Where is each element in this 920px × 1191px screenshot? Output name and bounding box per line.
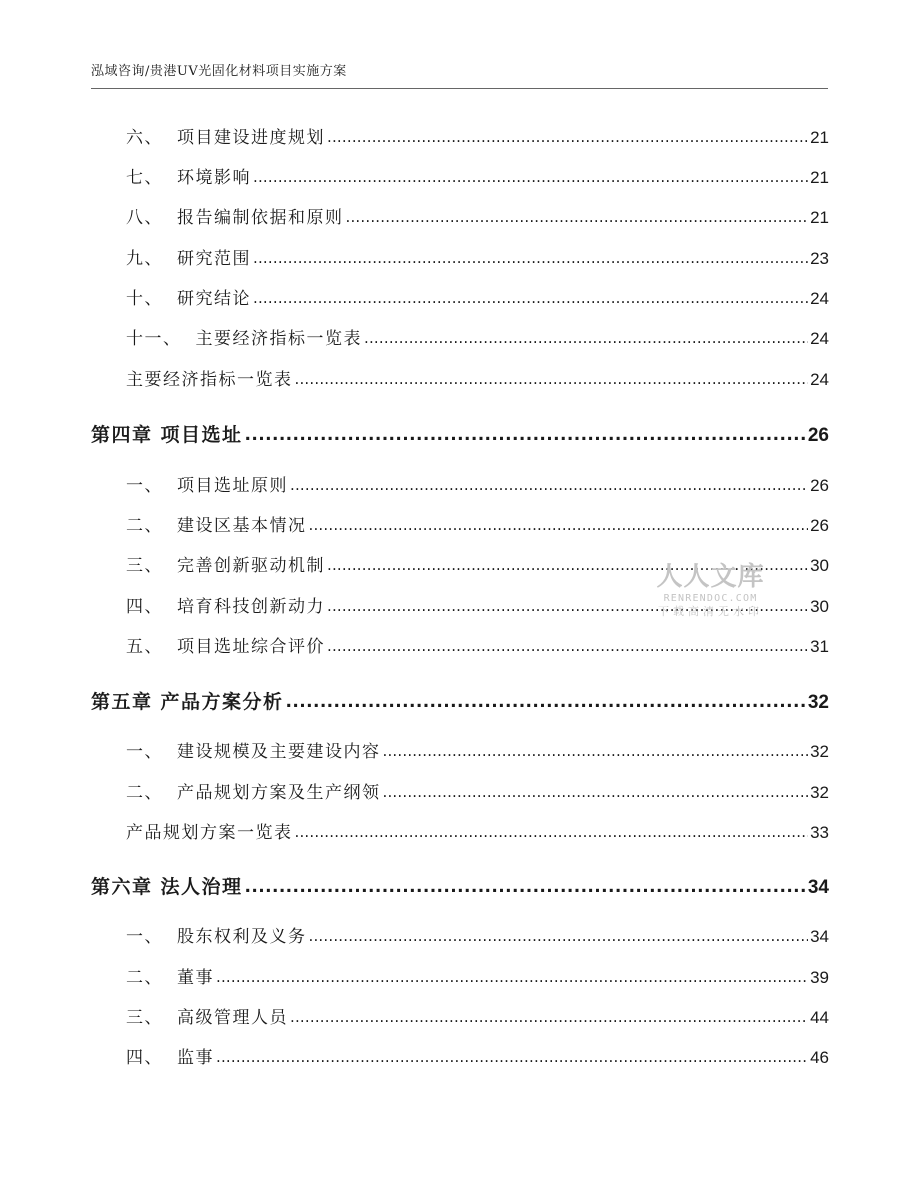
toc-entry-number: 一、 [126, 927, 163, 947]
toc-entry-text: 产品规划方案一览表 [126, 823, 293, 843]
toc-dot-leader [309, 512, 809, 536]
toc-entry-title [126, 632, 325, 657]
toc-entry-number: 二、 [126, 516, 163, 536]
toc-dot-leader [216, 964, 808, 988]
toc-page-number: 24 [810, 370, 829, 389]
toc-page-number: 24 [810, 289, 829, 308]
toc-entry-number: 五、 [126, 637, 163, 657]
toc-entry-number: 九、 [126, 249, 163, 269]
toc-dot-leader [327, 593, 808, 617]
toc-entry-title [126, 1043, 214, 1068]
toc-entry-title [126, 778, 381, 803]
toc-section-entry[interactable] [126, 819, 829, 843]
toc-dot-leader [327, 633, 808, 657]
toc-entry-title [126, 244, 251, 269]
toc-section-entry[interactable] [126, 923, 829, 947]
toc-dot-leader [253, 285, 808, 309]
toc-entry-title [126, 592, 325, 617]
toc-section-entry[interactable] [126, 164, 829, 188]
toc-page-number: 46 [810, 1048, 829, 1067]
toc-page-number: 32 [807, 692, 829, 713]
toc-entry-text: 主要经济指标一览表 [195, 329, 362, 349]
toc-dot-leader [253, 245, 808, 269]
toc-entry-title [126, 922, 307, 947]
toc-dot-leader [245, 871, 806, 899]
toc-page-number: 26 [810, 516, 829, 535]
toc-dot-leader [327, 552, 808, 576]
toc-entry-title [126, 818, 293, 843]
toc-section-entry[interactable] [126, 204, 829, 228]
toc-dot-leader [290, 472, 808, 496]
toc-entry-text: 研究范围 [177, 249, 251, 269]
toc-entry-number: 十、 [126, 289, 163, 309]
toc-entry-title [126, 963, 214, 988]
toc-page-number: 21 [810, 208, 829, 227]
toc-entry-text: 项目选址 [160, 424, 243, 446]
toc-entry-text: 主要经济指标一览表 [126, 370, 293, 390]
toc-section-entry[interactable] [126, 366, 829, 390]
toc-dot-leader [383, 779, 809, 803]
toc-section-entry[interactable] [126, 964, 829, 988]
toc-section-entry[interactable] [126, 552, 829, 576]
toc-entry-title [126, 737, 381, 762]
toc-page-number: 39 [810, 968, 829, 987]
toc-entry-text: 项目选址原则 [177, 476, 288, 496]
toc-entry-text: 监事 [177, 1048, 214, 1068]
toc-entry-text: 股东权利及义务 [177, 927, 307, 947]
toc-entry-title [126, 324, 362, 349]
toc-section-entry[interactable] [126, 633, 829, 657]
toc-entry-number: 第四章 [91, 424, 153, 446]
toc-chapter-entry[interactable] [91, 871, 829, 899]
toc-entry-number: 三、 [126, 1008, 163, 1028]
toc-entry-number: 二、 [126, 783, 163, 803]
toc-dot-leader [295, 366, 809, 390]
toc-entry-title [126, 163, 251, 188]
watermark-subtitle: 下载高清无水印 [658, 605, 763, 618]
toc-entry-number: 四、 [126, 597, 163, 617]
toc-page-number: 30 [810, 556, 829, 575]
toc-dot-leader [290, 1004, 808, 1028]
toc-section-entry[interactable] [126, 285, 829, 309]
toc-entry-title [126, 551, 325, 576]
toc-entry-text: 法人治理 [160, 876, 243, 898]
toc-section-entry[interactable] [126, 512, 829, 536]
toc-entry-text: 培育科技创新动力 [177, 597, 325, 617]
toc-section-entry[interactable] [126, 593, 829, 617]
toc-page-number: 34 [810, 927, 829, 946]
toc-page-number: 24 [810, 329, 829, 348]
toc-dot-leader [309, 923, 809, 947]
toc-dot-leader [327, 124, 808, 148]
toc-entry-number: 二、 [126, 968, 163, 988]
toc-dot-leader [346, 204, 809, 228]
toc-entry-text: 产品规划方案及生产纲领 [177, 783, 381, 803]
page-header: 泓域咨询/贵港UV光固化材料项目实施方案 [91, 64, 347, 79]
toc-page-number: 34 [807, 877, 829, 898]
watermark-title: 人人文库 [656, 562, 765, 592]
toc-dot-leader [245, 419, 806, 447]
toc-page-number: 44 [810, 1008, 829, 1027]
toc-section-entry[interactable] [126, 738, 829, 762]
toc-entry-text: 研究结论 [177, 289, 251, 309]
toc-entry-title [126, 365, 293, 390]
toc-entry-text: 环境影响 [177, 168, 251, 188]
toc-entry-title [126, 123, 325, 148]
toc-dot-leader [253, 164, 808, 188]
toc-entry-title [91, 420, 243, 447]
toc-entry-title [91, 872, 243, 899]
toc-page-number: 26 [810, 476, 829, 495]
toc-entry-number: 六、 [126, 128, 163, 148]
toc-entry-text: 产品方案分析 [160, 691, 284, 713]
toc-entry-title [126, 1003, 288, 1028]
toc-entry-number: 八、 [126, 208, 163, 228]
toc-page-number: 26 [807, 425, 829, 446]
toc-page-number: 21 [810, 128, 829, 147]
toc-entry-text: 完善创新驱动机制 [177, 556, 325, 576]
toc-dot-leader [383, 738, 809, 762]
toc-page-number: 33 [810, 823, 829, 842]
toc-dot-leader [295, 819, 809, 843]
toc-entry-text: 高级管理人员 [177, 1008, 288, 1028]
toc-entry-title [126, 471, 288, 496]
toc-page-number: 23 [810, 249, 829, 268]
toc-section-entry[interactable] [126, 325, 829, 349]
toc-section-entry[interactable] [126, 124, 829, 148]
toc-section-entry[interactable] [126, 472, 829, 496]
toc-entry-text: 董事 [177, 968, 214, 988]
toc-section-entry[interactable] [126, 1044, 829, 1068]
toc-page-number: 30 [810, 597, 829, 616]
toc-entry-text: 报告编制依据和原则 [177, 208, 344, 228]
toc-entry-title [126, 284, 251, 309]
toc-page-number: 32 [810, 783, 829, 802]
toc-section-entry[interactable] [126, 779, 829, 803]
toc-page-number: 21 [810, 168, 829, 187]
toc-entry-title [126, 511, 307, 536]
toc-section-entry[interactable] [126, 1004, 829, 1028]
toc-entry-number: 第五章 [91, 691, 153, 713]
toc-entry-text: 项目选址综合评价 [177, 637, 325, 657]
toc-entry-text: 建设区基本情况 [177, 516, 307, 536]
toc-dot-leader [286, 686, 806, 714]
toc-entry-title [91, 687, 284, 714]
toc-entry-number: 第六章 [91, 876, 153, 898]
toc-entry-number: 三、 [126, 556, 163, 576]
toc-page-number: 31 [810, 637, 829, 656]
toc-entry-title [126, 203, 344, 228]
toc-entry-text: 项目建设进度规划 [177, 128, 325, 148]
toc-entry-number: 十一、 [126, 329, 182, 349]
toc-entry-number: 一、 [126, 742, 163, 762]
toc-entry-number: 一、 [126, 476, 163, 496]
toc-page-number: 32 [810, 742, 829, 761]
toc-section-entry[interactable] [126, 245, 829, 269]
toc-dot-leader [364, 325, 808, 349]
toc-dot-leader [216, 1044, 808, 1068]
toc-chapter-entry[interactable] [91, 419, 829, 447]
toc-entry-text: 建设规模及主要建设内容 [177, 742, 381, 762]
toc-entry-number: 七、 [126, 168, 163, 188]
toc-chapter-entry[interactable] [91, 686, 829, 714]
toc-entry-number: 四、 [126, 1048, 163, 1068]
watermark-domain: RENRENDOC.COM [663, 593, 758, 604]
